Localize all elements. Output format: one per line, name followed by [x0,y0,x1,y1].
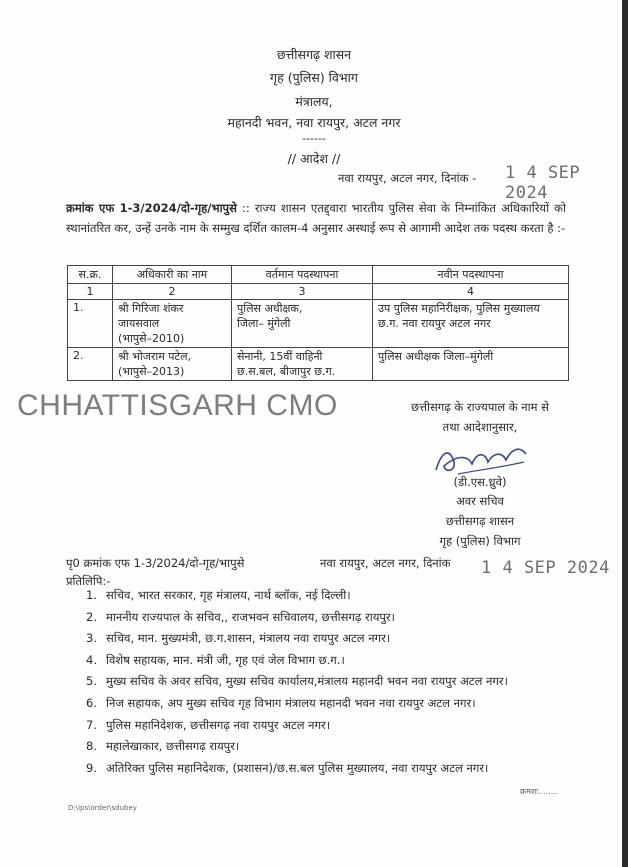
list-item: 4. विशेष सहायक, मान. मंत्री जी, गृह एवं जेल विभाग छ.ग.। [86,652,345,667]
new-post: उप पुलिस महानिरीक्षक, पुलिस मुख्यालय [378,302,540,315]
signatory-designation: अवर सचिव [456,494,504,508]
row-officer [113,300,232,348]
colnum-3: 3 [232,284,373,300]
list-item: 9. अतिरिक्त पुलिस महानिदेशक, (प्रशासन)/छ.स.बल पुलिस मुख्यालय, नवा रायपुर अटल नगर। [86,760,489,775]
endorsement-date-stamp: 1 4 SEP 2024 [481,558,610,578]
signatory-department: गृह (पुलिस) विभाग [439,534,521,548]
signatory-line1: छत्तीसगढ़ के राज्यपाल के नाम से [411,400,549,414]
header-sno: स.क्र. [68,266,113,284]
officer-name: श्री भोजराम पटेल, [118,350,192,363]
endorsement-ref: पृ0 क्रमांक एफ 1-3/2024/दो-गृह/भापुसे [66,556,245,570]
row-new [373,348,569,381]
order-date-stamp: 1 4 SEP 2024 [505,163,581,203]
watermark: CHHATTISGARH CMO [17,389,338,422]
list-item: 7. पुलिस महानिदेशक, छत्तीसगढ़ नवा रायपुर अटल नगर। [86,717,331,732]
row-current [232,300,373,348]
row-sno: 2. [68,348,113,381]
order-ref: क्रमांक एफ 1-3/2024/दो-गृह/भापुसे [66,201,237,215]
officer-batch: (भापुसे–2010) [118,332,185,345]
header-officer: अधिकारी का नाम [113,266,232,284]
row-current [232,348,373,381]
continued-note: क्रमशः........ [520,787,559,796]
header-address: महानदी भवन, नवा रायपुर, अटल नगर [227,115,401,130]
header-divider: ------ [302,132,326,145]
current-post: पुलिस अधीक्षक, [237,302,303,315]
row-officer [113,348,232,381]
transfer-table [67,265,569,381]
table-colnum-row [68,284,569,300]
list-item: 8. महालेखाकार, छत्तीसगढ़ रायपुर। [86,739,240,754]
order-title: // आदेश // [287,151,341,166]
officer-batch: (भापुसे–2013) [118,365,185,378]
new-place: छ.ग. नवा रायपुर अटल नगर [378,317,491,330]
table-row [68,300,569,348]
file-ref: D:\ips\order\sdubey [68,804,137,812]
table-row [68,348,569,381]
copy-list [86,588,508,782]
colnum-4: 4 [373,284,569,300]
order-body [66,198,566,238]
order-text: :: राज्य शासन एतद्द्वारा भारतीय पुलिस सेवा के निम्नांकित अधिकारियों को स्थानांतरित कर, उन्हें उनके नाम के सम्मुख दर्शित कालम-4 अनुसार अस्थाई रूप से आगामी आदेश तक पदस्थ करता है :- [66,201,566,235]
officer-name: श्री गिरिजा शंकर [118,302,184,315]
list-item: 1. सचिव, भारत सरकार, गृह मंत्रालय, नार्थ ब्लॉक, नई दिल्ली। [86,588,351,602]
table-header-row [68,266,569,284]
list-item: 5. मुख्य सचिव के अवर सचिव, मुख्य सचिव कार्यालय,मंत्रालय महानदी भवन नवा रायपुर अटल नगर। [86,674,508,689]
list-item: 6. निज सहायक, अप मुख्य सचिव गृह विभाग मंत्रालय महानदी भवन नवा रायपुर अटल नगर। [86,695,476,710]
order-place-date: नवा रायपुर, अटल नगर, दिनांक - [338,171,477,185]
endorsement-place-date: नवा रायपुर, अटल नगर, दिनांक [320,556,451,570]
copy-label: प्रतिलिपि:- [66,574,111,588]
header-current-posting: वर्तमान पदस्थापना [232,266,373,284]
current-post: सेनानी, 15वीं वाहिनी [237,350,323,363]
list-item: 3. सचिव, मान. मुख्यमंत्री, छ.ग.शासन, मंत्रालय नवा रायपुर अटल नगर। [86,631,391,646]
signature-image [428,440,538,480]
header-department: गृह (पुलिस) विभाग [270,70,358,85]
new-post: पुलिस अधीक्षक जिला–मुंगेली [378,350,494,363]
colnum-1: 1 [68,284,113,300]
header-government: छत्तीसगढ़ शासन [276,47,352,62]
colnum-2: 2 [113,284,232,300]
header-ministry: मंत्रालय, [295,94,333,109]
current-place: जिला– मुंगेली [237,317,291,330]
list-item: 2. माननीय राज्यपाल के सचिव,, राजभवन सचिवालय, छत्तीसगढ़ रायपुर। [86,609,395,624]
current-place: छ.स.बल, बीजापुर छ.ग. [237,365,336,378]
officer-name-cont: जायसवाल [118,317,160,330]
row-new [373,300,569,348]
signatory-government: छत्तीसगढ़ शासन [445,514,515,528]
signatory-line2: तथा आदेशानुसार, [442,420,518,434]
row-sno: 1. [68,300,113,348]
signatory-name: (डी.एस.ध्रुवे) [453,475,507,489]
header-new-posting: नवीन पदस्थापना [373,266,569,284]
